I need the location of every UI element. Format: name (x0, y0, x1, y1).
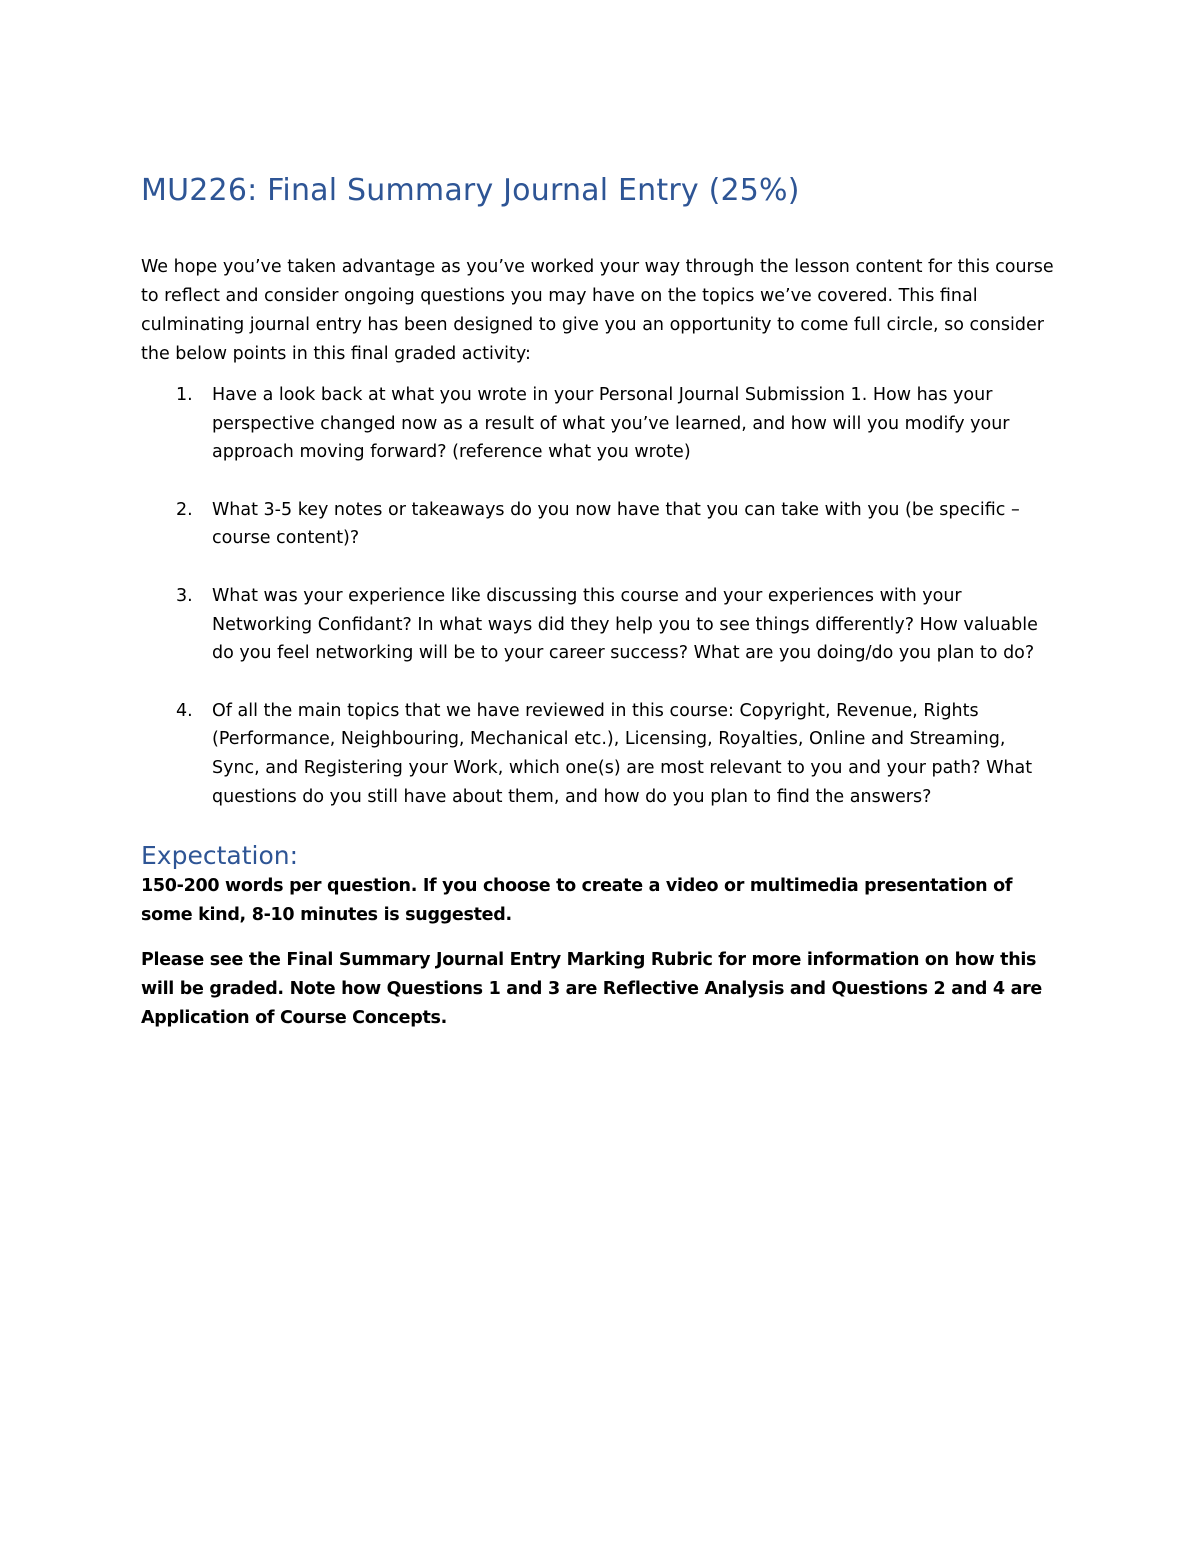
question-number: 4. (176, 700, 193, 721)
question-number: 1. (176, 385, 193, 405)
question-text: Have a look back at what you wrote in your Personal Journal Submission 1. How has your perspective changed now as a result of what you’ve learned, and how will you modify your approach moving forward? (reference what you wrote) (212, 385, 1010, 463)
question-item-2 (141, 496, 1056, 553)
expectation-heading: Expectation: (141, 841, 299, 871)
rubric-note: Please see the Final Summary Journal Entry Marking Rubric for more information on how this will be graded. Note how Questions 1 and 3 are Reflective Analysis and Questions 2 and 4 are Application of Course Concepts. (141, 950, 1042, 1029)
question-item-3 (141, 582, 1056, 668)
question-text: Of all the main topics that we have reviewed in this course: Copyright, Revenue, Rights (Performance, Neighbouring, Mechanical etc.), Licensing, Royalties, Online and Streaming, Sync, and Registering your Work, which one(s) are most relevant to you and your path? What questions do you still have about them, and how do you plan to find the answers? (212, 700, 1033, 807)
question-text: What was your experience like discussing this course and your experiences with your Networking Confidant? In what ways did they help you to see things differently? How valuable do you feel networking will be to your career success? What are you doing/do you plan to do? (212, 585, 1038, 664)
question-number: 2. (176, 499, 193, 520)
document-body (141, 168, 1056, 1033)
question-list (141, 381, 1056, 811)
word-count-requirement: 150-200 words per question. If you choose to create a video or multimedia presentation of some kind, 8-10 minutes is suggested. (141, 876, 1013, 926)
intro-paragraph: We hope you’ve taken advantage as you’ve worked your way through the lesson content for this course to reflect and consider ongoing questions you may have on the topics we’ve covered. This final culminating journal entry has been designed to give you an opportunity to come full circle, so consider the below points in this final graded activity: (141, 257, 1054, 364)
question-number: 3. (176, 585, 193, 606)
page-title: MU226: Final Summary Journal Entry (25%) (141, 173, 800, 208)
question-text: What 3-5 key notes or takeaways do you now have that you can take with you (be specific – course content)? (212, 499, 1020, 549)
question-item-1 (141, 381, 1056, 467)
question-item-4 (141, 697, 1056, 811)
